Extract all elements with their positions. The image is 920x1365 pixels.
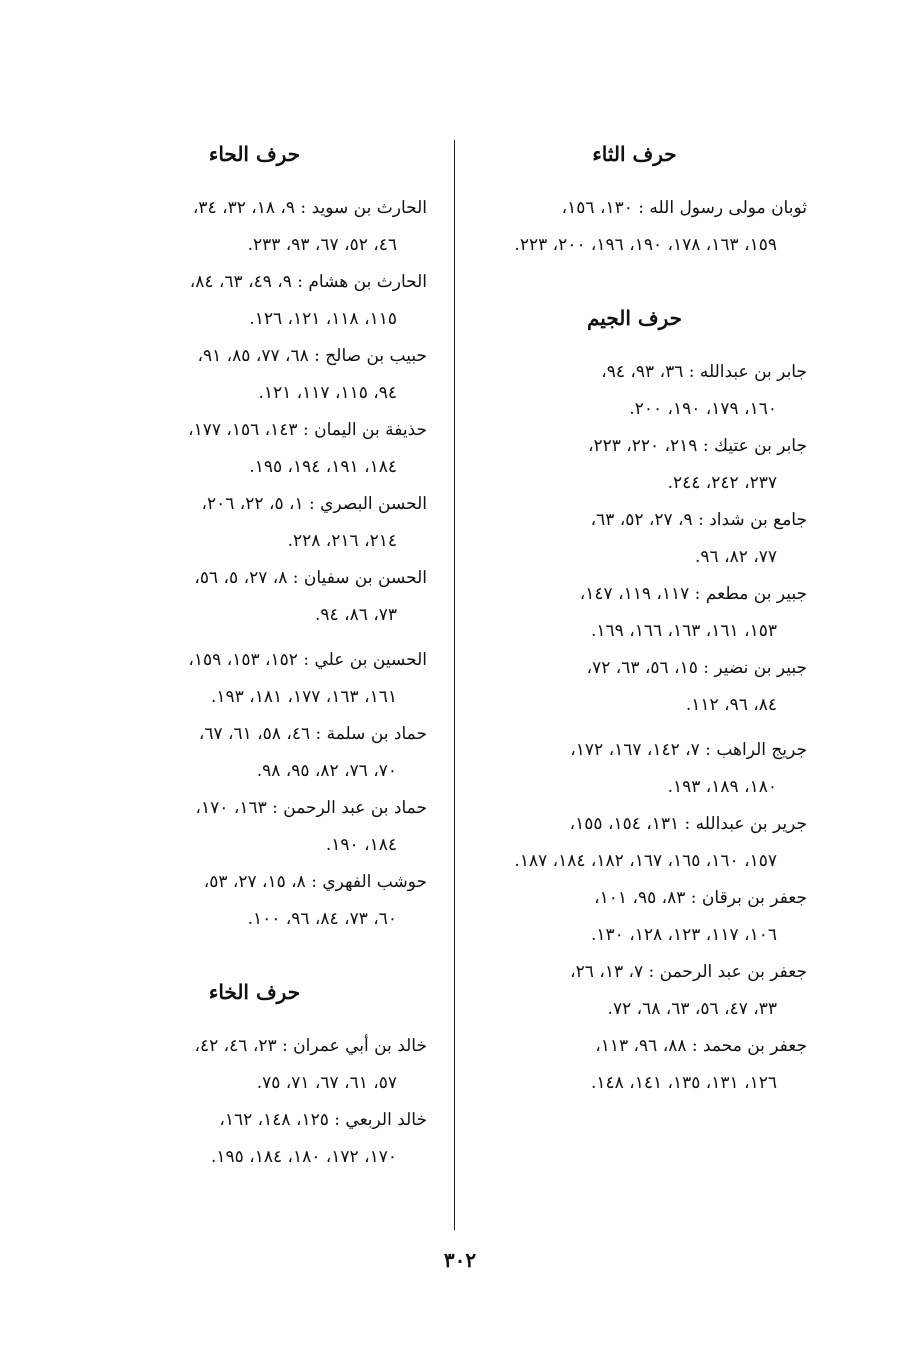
entry-continuation: ٨٤، ٩٦، ١١٢. [685,695,777,715]
entry-continuation: ١٥٣، ١٦١، ١٦٣، ١٦٦، ١٦٩. [591,621,777,641]
entry-first-line: جريج الراهب : ٧، ١٤٢، ١٦٧، ١٧٢، [570,740,807,760]
entry-continuation: ٥٧، ٦١، ٦٧، ٧١، ٧٥. [256,1073,397,1093]
entry-first-line: جابر بن عبدالله : ٣٦، ٩٣، ٩٤، [601,362,807,382]
entry-continuation: ١٥٧، ١٦٠، ١٦٥، ١٦٧، ١٨٢، ١٨٤، ١٨٧. [514,851,777,871]
entry-first-line: خالد بن أبي عمران : ٢٣، ٤٦، ٤٢، [194,1036,427,1056]
index-entry [462,650,807,724]
index-entry [462,732,807,806]
entry-first-line: جعفر بن عبد الرحمن : ٧، ١٣، ٢٦، [570,962,807,982]
index-entry [462,190,807,264]
index-entry [82,560,427,634]
index-entry [462,428,807,502]
entry-first-line: حماد بن سلمة : ٤٦، ٥٨، ٦١، ٦٧، [198,724,427,744]
column-divider [454,140,455,1230]
index-entry [82,264,427,338]
entry-first-line: ثوبان مولى رسول الله : ١٣٠، ١٥٦، [561,198,807,218]
entry-continuation: ١٨٤، ١٩١، ١٩٤، ١٩٥. [249,457,397,477]
entry-continuation: ١٢٦، ١٣١، ١٣٥، ١٤١، ١٤٨. [591,1073,777,1093]
entry-first-line: حذيفة بن اليمان : ١٤٣، ١٥٦، ١٧٧، [188,420,427,440]
section-heading: حرف الحاء [208,142,301,166]
entry-first-line: الحارث بن سويد : ٩، ١٨، ٣٢، ٣٤، [192,198,427,218]
index-entry [462,576,807,650]
entry-continuation: ٧٠، ٧٦، ٨٢، ٩٥، ٩٨. [256,761,397,781]
index-entry [82,790,427,864]
section-jim [462,304,807,1102]
entry-continuation: ١٦١، ١٦٣، ١٧٧، ١٨١، ١٩٣. [211,687,397,707]
page-number: ٣٠٢ [443,1248,477,1272]
section-tha [462,140,807,264]
index-entry [462,880,807,954]
entry-first-line: الحسن البصري : ١، ٥، ٢٢، ٢٠٦، [201,494,427,514]
entry-first-line: حوشب الفهري : ٨، ١٥، ٢٧، ٥٣، [203,872,427,892]
entry-continuation: ٢٣٧، ٢٤٢، ٢٤٤. [667,473,777,493]
section-ha [82,140,427,938]
index-entry [462,954,807,1028]
entry-first-line: جعفر بن محمد : ٨٨، ٩٦، ١١٣، [595,1036,807,1056]
index-entry [82,412,427,486]
entry-continuation: ٩٤، ١١٥، ١١٧، ١٢١. [258,383,397,403]
entry-continuation: ١٠٦، ١١٧، ١٢٣، ١٢٨، ١٣٠. [591,925,777,945]
section-kha [82,978,427,1176]
index-entry [462,806,807,880]
entry-first-line: الحسن بن سفيان : ٨، ٢٧، ٥، ٥٦، [194,568,427,588]
entry-continuation: ١١٥، ١١٨، ١٢١، ١٢٦. [249,309,397,329]
entry-continuation: ١٨٤، ١٩٠. [325,835,397,855]
entry-first-line: جابر بن عتيك : ٢١٩، ٢٢٠، ٢٢٣، [587,436,807,456]
entry-first-line: حماد بن عبد الرحمن : ١٦٣، ١٧٠، [195,798,427,818]
entry-continuation: ٢١٤، ٢١٦، ٢٢٨. [287,531,397,551]
entry-first-line: الحسين بن علي : ١٥٢، ١٥٣، ١٥٩، [188,650,427,670]
index-entry [82,338,427,412]
entry-first-line: جبير بن مطعم : ١١٧، ١١٩، ١٤٧، [579,584,807,604]
entry-continuation: ٧٧، ٨٢، ٩٦. [695,547,777,567]
index-entry [462,502,807,576]
index-entry [462,1028,807,1102]
right-column [462,130,807,1102]
left-column [82,130,427,1176]
entry-continuation: ١٧٠، ١٧٢، ١٨٠، ١٨٤، ١٩٥. [211,1147,397,1167]
entry-first-line: جامع بن شداد : ٩، ٢٧، ٥٢، ٦٣، [590,510,807,530]
entry-first-line: خالد الربعي : ١٢٥، ١٤٨، ١٦٢، [219,1110,427,1130]
entry-continuation: ٦٠، ٧٣، ٨٤، ٩٦، ١٠٠. [247,909,397,929]
index-entry [82,864,427,938]
entry-continuation: ١٦٠، ١٧٩، ١٩٠، ٢٠٠. [629,399,777,419]
index-entry [462,354,807,428]
index-entry [82,486,427,560]
entry-first-line: جعفر بن برقان : ٨٣، ٩٥، ١٠١، [594,888,807,908]
entry-first-line: جبير بن نضير : ١٥، ٥٦، ٦٣، ٧٢، [586,658,807,678]
entry-continuation: ١٨٠، ١٨٩، ١٩٣. [667,777,777,797]
entry-continuation: ٤٦، ٥٢، ٦٧، ٩٣، ٢٣٣. [247,235,397,255]
entry-first-line: جرير بن عبدالله : ١٣١، ١٥٤، ١٥٥، [569,814,807,834]
index-entry [82,1028,427,1102]
entry-continuation: ٧٣، ٨٦، ٩٤. [315,605,397,625]
index-entry [82,716,427,790]
section-heading: حرف الجيم [587,306,682,330]
entry-continuation: ١٥٩، ١٦٣، ١٧٨، ١٩٠، ١٩٦، ٢٠٠، ٢٢٣. [514,235,777,255]
entry-first-line: الحارث بن هشام : ٩، ٤٩، ٦٣، ٨٤، [189,272,427,292]
section-heading: حرف الخاء [208,980,301,1004]
entry-continuation: ٣٣، ٤٧، ٥٦، ٦٣، ٦٨، ٧٢. [607,999,777,1019]
index-entry [82,1102,427,1176]
section-heading: حرف الثاء [592,142,677,166]
entry-first-line: حبيب بن صالح : ٦٨، ٧٧، ٨٥، ٩١، [197,346,427,366]
index-entry [82,642,427,716]
index-entry [82,190,427,264]
